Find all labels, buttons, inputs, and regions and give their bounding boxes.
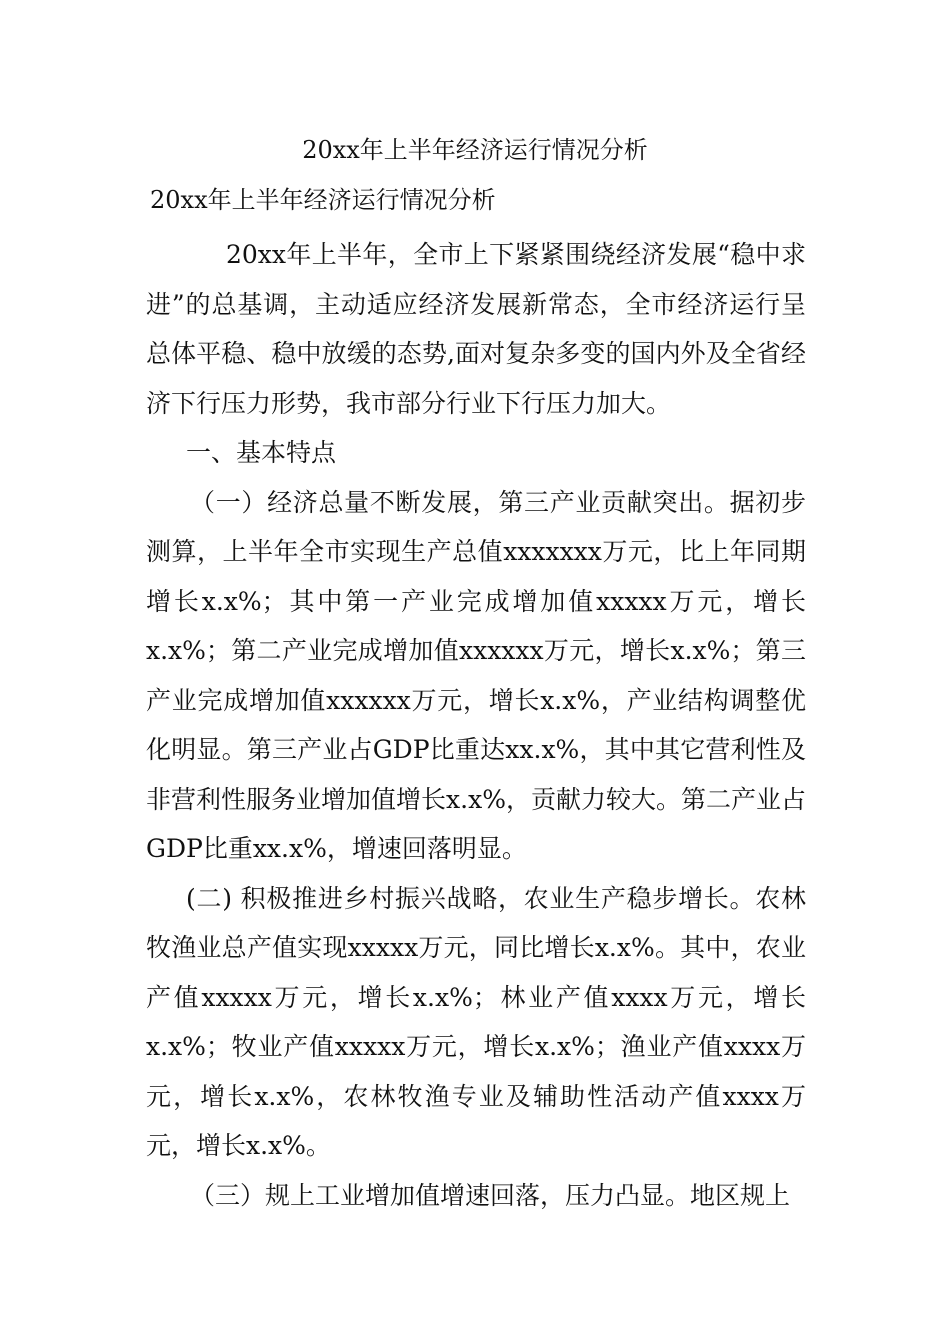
intro-paragraph: 20xx年上半年，全市上下紧紧围绕经济发展“稳中求进”的总基调，主动适应经济发展新常态，全市经济运行呈总体平稳、稳中放缓的态势,面对复杂多变的国内外及全省经济下行压力形势，我市部分行业下行压力加大。: [146, 240, 806, 418]
section-1-paragraph: （一）经济总量不断发展，第三产业贡献突出。据初步测算，上半年全市实现生产总值xxxxxxx万元，比上年同期增长x.x%；其中第一产业完成增加值xxxxx万元，增长x.x%；第二产业完成增加值xxxxxx万元，增长x.x%；第三产业完成增加值xxxxxx万元，增长x.x%，产业结构调整优化明显。第三产业占GDP比重达xx.x%，其中其它营利性及非营利性服务业增加值增长x.x%，贡献力较大。第二产业占GDP比重xx.x%，增速回落明显。: [146, 487, 806, 863]
section-2-paragraph: (二) 积极推进乡村振兴战略，农业生产稳步增长。农林牧渔业总产值实现xxxxx万元，同比增长x.x%。其中，农业产值xxxxx万元，增长x.x%；林业产值xxxx万元，增长x.x%；牧业产值xxxxx万元，增长x.x%；渔业产值xxxx万元，增长x.x%，农林牧渔专业及辅助性活动产值xxxx万元，增长x.x%。: [146, 883, 806, 1160]
section-3-paragraph: （三）规上工业增加值增速回落，压力凸显。地区规上: [190, 1180, 791, 1210]
document-body: [146, 230, 806, 1220]
document-title: 20xx年上半年经济运行情况分析: [302, 136, 648, 164]
section-heading-basic-features: 一、基本特点: [186, 438, 337, 467]
document-subtitle: 20xx年上半年经济运行情况分析: [150, 186, 496, 214]
